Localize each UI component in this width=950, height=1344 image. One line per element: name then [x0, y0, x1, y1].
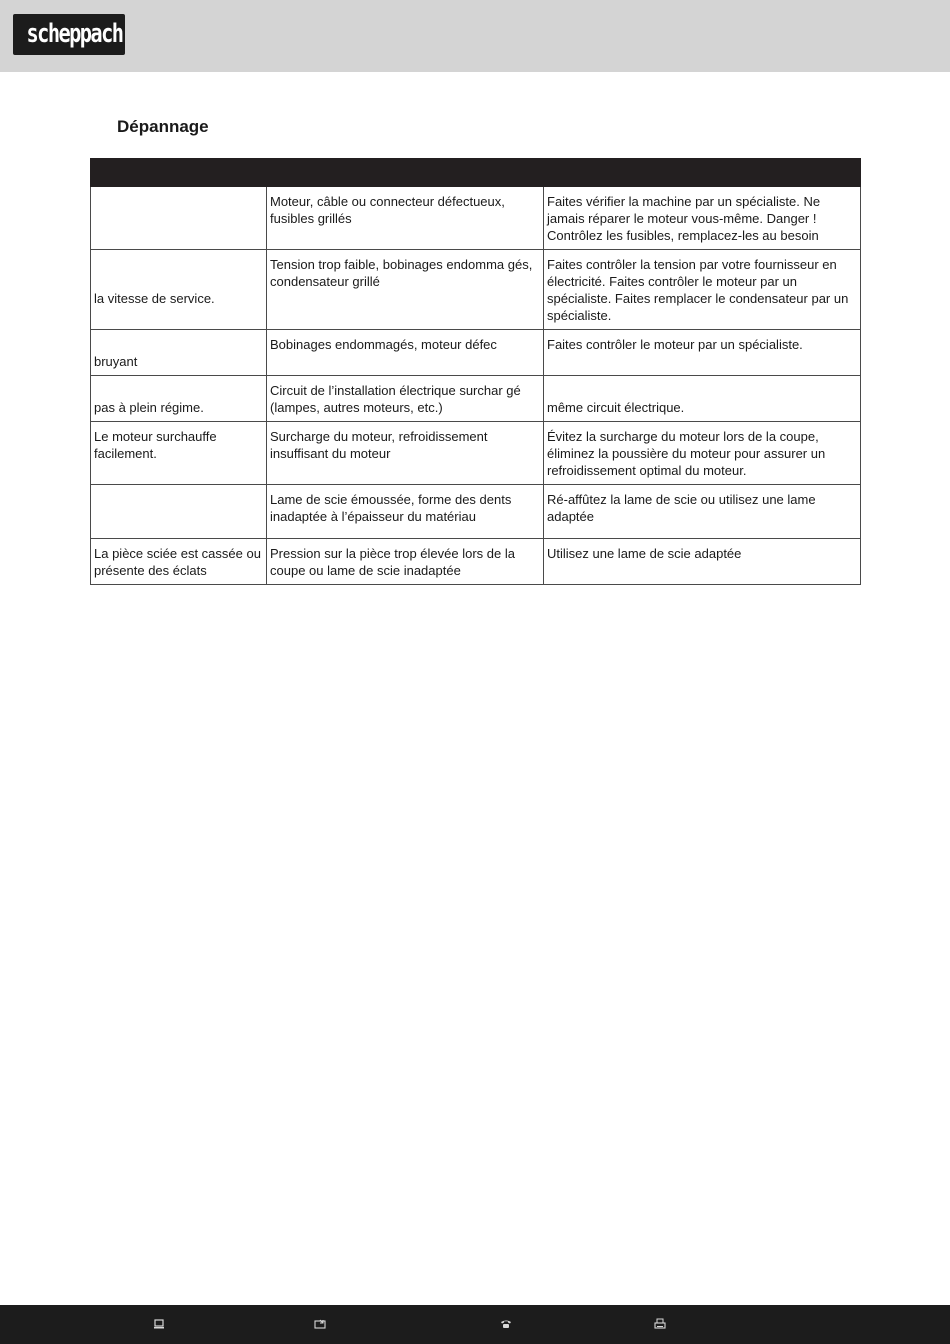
- problem-cell: [91, 485, 267, 539]
- logo-text: scheppach: [26, 19, 123, 49]
- remedy-cell: Évitez la surcharge du moteur lors de la coupe, éliminez la poussière du moteur pour assurer un refroidissement optimal du moteur.: [544, 422, 861, 485]
- page-footer: [0, 1305, 950, 1344]
- table-row: [91, 187, 861, 250]
- remedy-cell: Faites vérifier la machine par un spécialiste. Ne jamais réparer le moteur vous-même. Danger ! Contrôlez les fusibles, remplacez-les au besoin: [544, 187, 861, 250]
- table-row: [91, 422, 861, 485]
- troubleshooting-table: [90, 158, 861, 585]
- problem-cell: [91, 187, 267, 250]
- cause-cell: Moteur, câble ou connecteur défectueux, fusibles grillés: [267, 187, 544, 250]
- problem-cell: pas à plein régime.: [91, 376, 267, 422]
- table-row: [91, 539, 861, 585]
- scheppach-logo: [13, 14, 125, 55]
- table-row: [91, 250, 861, 330]
- table-row: [91, 330, 861, 376]
- problem-cell: Le moteur surchauffe facilement.: [91, 422, 267, 485]
- page-title: Dépannage: [117, 117, 209, 136]
- remedy-cell: Utilisez une lame de scie adaptée: [544, 539, 861, 585]
- email-icon: [314, 1318, 326, 1330]
- table-row: [91, 376, 861, 422]
- header-cell-cause: [267, 159, 544, 187]
- table-row: [91, 485, 861, 539]
- remedy-cell: Faites contrôler la tension par votre fournisseur en électricité. Faites contrôler le moteur par un spécialiste. Faites remplacer le condensateur par un spécialiste.: [544, 250, 861, 330]
- header-cell-remedy: [544, 159, 861, 187]
- cause-cell: Bobinages endommagés, moteur défec: [267, 330, 544, 376]
- remedy-cell: Faites contrôler le moteur par un spécialiste.: [544, 330, 861, 376]
- cause-cell: Tension trop faible, bobinages endomma gés, condensateur grillé: [267, 250, 544, 330]
- remedy-cell: Ré-affûtez la lame de scie ou utilisez une lame adaptée: [544, 485, 861, 539]
- problem-cell: bruyant: [91, 330, 267, 376]
- problem-cell: la vitesse de service.: [91, 250, 267, 330]
- remedy-cell: même circuit électrique.: [544, 376, 861, 422]
- computer-icon: [153, 1318, 165, 1330]
- phone-icon: [500, 1318, 512, 1330]
- cause-cell: Circuit de l’installation électrique surchar gé (lampes, autres moteurs, etc.): [267, 376, 544, 422]
- page-header: [0, 0, 950, 72]
- header-cell-problem: [91, 159, 267, 187]
- cause-cell: Lame de scie émoussée, forme des dents inadaptée à l’épaisseur du matériau: [267, 485, 544, 539]
- problem-cell: La pièce sciée est cassée ou présente des éclats: [91, 539, 267, 585]
- fax-icon: [654, 1318, 666, 1330]
- table-header-row: [91, 159, 861, 187]
- cause-cell: Surcharge du moteur, refroidissement insuffisant du moteur: [267, 422, 544, 485]
- cause-cell: Pression sur la pièce trop élevée lors de la coupe ou lame de scie inadaptée: [267, 539, 544, 585]
